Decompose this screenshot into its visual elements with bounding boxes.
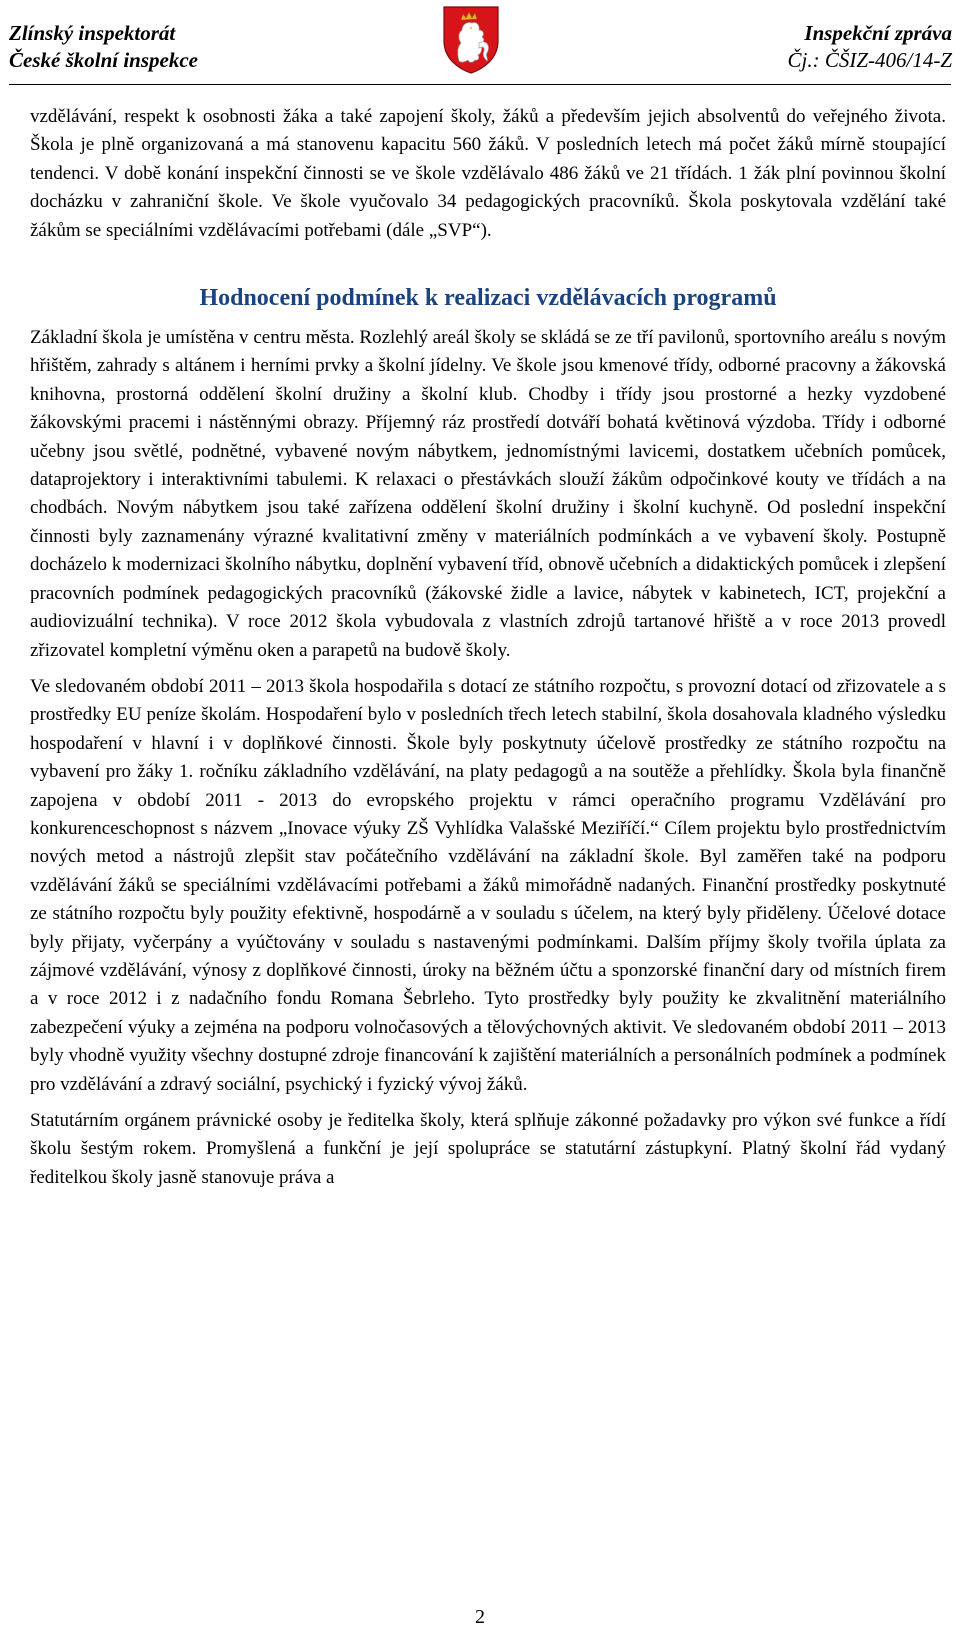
- header-divider: [9, 84, 951, 85]
- header-issuer-line-1: Zlínský inspektorát: [9, 21, 176, 45]
- intro-paragraph: vzdělávání, respekt k osobnosti žáka a také zapojení školy, žáků a především jejich absolventů do veřejného života. Škola je plně organizovaná a má stanovenu kapacitu 560 žáků. V posledních letech má počet žáků mírně stoupající tendenci. V době konání inspekční činnosti se ve škole vzdělávalo 486 žáků ve 21 třídách. 1 žák plní povinnou školní docházku v zahraniční škole. Ve škole vyučovalo 34 pedagogických pracovníků. Škola poskytovala vzdělání také žákům se speciálními vzdělávacími potřebami (dále „SVP“).: [30, 106, 946, 241]
- czech-lion-coat-of-arms-icon: [441, 3, 501, 75]
- header-issuer: [9, 20, 198, 74]
- header-report-title: Inspekční zpráva: [804, 21, 952, 45]
- body-paragraph-finances: Ve sledovaném období 2011 – 2013 škola hospodařila s dotací ze státního rozpočtu, s provozní dotací od zřizovatele a s prostředky EU peníze školám. Hospodaření bylo v posledních třech letech stabilní, škola dosahovala kladného výsledku hospodaření v hlavní i v doplňkové činnosti. Škole byly poskytnuty účelově prostředky ze státního rozpočtu na vybavení pro žáky 1. ročníku základního vzdělávání, na platy pedagogů a na soutěže a přehlídky. Škola byla finančně zapojena v období 2011 - 2013 do evropského projektu v rámci operačního programu Vzdělávání pro konkurenceschopnost s názvem „Inovace výuky ZŠ Vyhlídka Valašské Meziříčí.“ Cílem projektu bylo prostřednictvím nových metod a nástrojů zlepšit stav počátečního vzdělávání na základní škole. Byl zaměřen také na podporu vzdělávání žáků se speciálními vzdělávacími potřebami a žáků mimořádně nadaných. Finanční prostředky poskytnuté ze státního rozpočtu byly použity efektivně, hospodárně a v souladu s účelem, na který byly přiděleny. Účelové dotace byly přijaty, vyčerpány a vyúčtovány v souladu s nastavenými podmínkami. Dalším příjmy školy tvořila úplata za zájmové vzdělávání, výnosy z doplňkové činnosti, úroky na běžném účtu a sponzorské finanční dary od místních firem a v roce 2012 i z nadačního fondu Romana Šebrleho. Tyto prostředky byly použity ke zkvalitnění materiálního zabezpečení výuky a zejména na podporu volnočasových a tělovýchovných aktivit. Ve sledovaném období 2011 – 2013 byly vhodně využity všechny dostupné zdroje financování k zajištění materiálních a personálních podmínek a podmínek pro vzdělávání a zdravý sociální, psychický i fyzický vývoj žáků.: [30, 675, 946, 1095]
- header-issuer-line-2: České školní inspekce: [9, 48, 198, 72]
- document-body: [30, 103, 946, 1192]
- page-header: [0, 0, 960, 84]
- section-heading: Hodnocení podmínek k realizaci vzdělávacích programů: [199, 285, 777, 312]
- header-reference-number: Čj.: ČŠIZ-406/14-Z: [787, 48, 952, 72]
- body-paragraph-management: Statutárním orgánem právnické osoby je ředitelka školy, která splňuje zákonné požadavky pro výkon své funkce a řídí školu šestým rokem. Promyšlená a funkční je její spolupráce se statutární zástupkyní. Platný školní řád vydaný ředitelkou školy jasně stanovuje práva a: [30, 1110, 946, 1188]
- body-paragraph-conditions: Základní škola je umístěna v centru města. Rozlehlý areál školy se skládá se ze tří pavilonů, sportovního areálu s novým hřištěm, zahrady s altánem i herními prvky a školní jídelny. Ve škole jsou kmenové třídy, odborné pracovny a žákovská knihovna, prostorná oddělení školní družiny a školní klub. Chodby i třídy jsou prostorné a hezky vyzdobené žákovskými pracemi i nástěnnými obrazy. Příjemný ráz prostředí dotváří bohatá květinová výzdoba. Třídy i odborné učebny jsou světlé, podnětné, vybavené novým nábytkem, jednomístnými lavicemi, dostatkem učebních pomůcek, dataprojektory i interaktivními tabulemi. K relaxaci o přestávkách slouží žákům odpočinkové kouty ve třídách a na chodbách. Novým nábytkem jsou také zařízena oddělení školní družiny i školní kuchyně. Od poslední inspekční činnosti byly zaznamenány výrazné kvalitativní změny v materiálních podmínkách a ve vybavení školy. Postupně docházelo k modernizaci školního nábytku, doplnění vybavení tříd, obnově učebních a didaktických pomůcek i zlepšení pracovních podmínek pedagogických pracovníků (žákovské židle a lavice, nábytek v kabinetech, ICT, projekční a audiovizuální technika). V roce 2012 škola vybudovala z vlastních zdrojů tartanové hřiště a v roce 2013 provedl zřizovatel kompletní výměnu oken a parapetů na budově školy.: [30, 327, 946, 661]
- page-number: 2: [475, 1606, 485, 1628]
- header-report-info: [787, 20, 952, 74]
